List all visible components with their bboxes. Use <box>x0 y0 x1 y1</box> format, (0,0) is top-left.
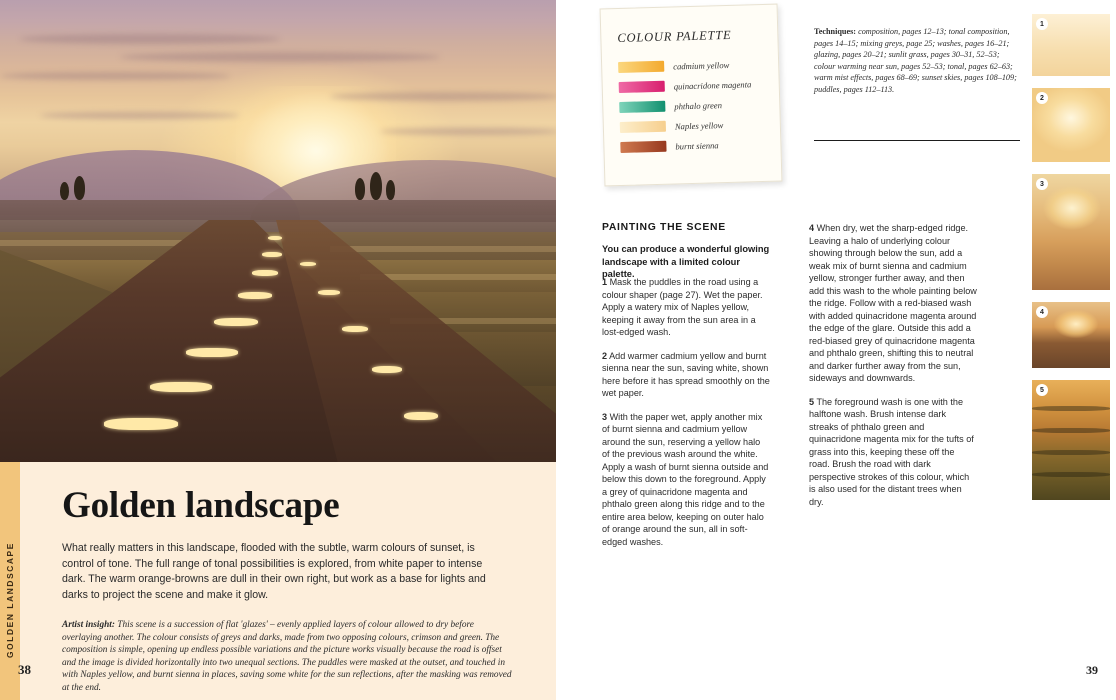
step-thumbnail-number: 3 <box>1036 178 1048 190</box>
swatch-quinacridone-magenta <box>619 81 665 93</box>
steps-column-two <box>809 222 977 519</box>
distant-tree <box>60 182 69 200</box>
left-page <box>0 0 556 700</box>
section-lede: You can produce a wonderful glowing landscape with a limited colour palette. <box>602 244 770 280</box>
step-number: 2 <box>602 350 608 361</box>
distant-tree <box>74 176 85 200</box>
step-number: 5 <box>809 396 815 407</box>
step-paragraph <box>809 396 977 509</box>
road-puddle <box>268 236 282 240</box>
road-puddle <box>342 326 368 332</box>
palette-swatch-row <box>620 138 770 153</box>
palette-swatch-row <box>619 78 769 93</box>
cloud-band <box>40 112 240 119</box>
step-paragraph <box>602 276 770 339</box>
horizontal-rule <box>814 140 1020 141</box>
step-thumbnail <box>1032 14 1110 76</box>
chapter-side-tab <box>0 462 20 700</box>
step-thumbnail-number: 5 <box>1036 384 1048 396</box>
step-paragraph <box>602 350 770 400</box>
swatch-label: Naples yellow <box>674 119 724 131</box>
grass-streak <box>1032 428 1110 433</box>
techniques-label: Techniques: <box>814 27 857 36</box>
artist-insight-label: Artist insight: <box>62 620 115 630</box>
techniques-block <box>814 26 1020 96</box>
cloud-band <box>0 72 230 80</box>
light-strip <box>330 246 556 252</box>
step-thumbnail <box>1032 302 1110 368</box>
step-thumbnail <box>1032 380 1110 500</box>
step-thumbnail-strip <box>1032 14 1110 512</box>
page-number-left: 38 <box>18 662 31 677</box>
swatch-burnt-sienna <box>620 141 666 153</box>
palette-swatch-row <box>618 58 768 73</box>
step-number: 3 <box>602 411 608 422</box>
road-puddle <box>150 382 212 392</box>
cloud-band <box>120 52 440 62</box>
step-thumbnail <box>1032 174 1110 290</box>
swatch-phthalo-green <box>619 101 665 113</box>
palette-swatch-row <box>620 118 770 133</box>
step-number: 1 <box>602 277 608 287</box>
chapter-side-tab-label: GOLDEN LANDSCAPE <box>5 542 15 658</box>
section-heading: PAINTING THE SCENE <box>602 222 726 233</box>
grass-streak <box>1032 406 1110 411</box>
road-puddle <box>300 262 316 266</box>
palette-swatch-row <box>619 98 769 113</box>
artist-insight-text: This scene is a succession of flat 'glazes' – evenly applied layers of colour allowed to dry before overlaying another. The colour consists of greys and darks, made from two opposing colours, crimson and green. The composition is simple, opening up endless possible variations and the picture works visually because the road is offset and the image is divided horizontally into two unequal sections. The puddles were masked at the outset, and touched in with Naples yellow, and burnt sienna in places, saving some white for the sun reflections, after the masking was removed at the end. <box>62 620 512 693</box>
swatch-label: quinacridone magenta <box>673 78 752 91</box>
cloud-band <box>380 128 556 135</box>
road-puddle <box>404 412 438 420</box>
swatch-label: cadmium yellow <box>673 59 730 71</box>
distant-tree <box>386 180 395 200</box>
step-text: Mask the puddles in the road using a colour shaper (page 27). Wet the paper. Apply a watery mix of Naples yellow, keeping it away from the sun area in a lost-edged wash. <box>602 277 763 337</box>
step-paragraph <box>809 222 977 385</box>
step-text: When dry, wet the sharp-edged ridge. Leaving a halo of underlying colour showing through below the sun, add a weak mix of burnt sienna and cadmium yellow, stronger further away, and then add this wash to the whole painting below the ridge. Follow with a red-biased wash with added quinacridone magenta around the edge of the glare. Outside this add a red-biased grey of quinacridone magenta and phthalo green, shifting this to neutral and darker further away from the sun, sideways and downwards. <box>809 223 977 383</box>
techniques-list: composition, pages 12–13; tonal composition, pages 14–15; mixing greys, page 25; washes, pages 16–21; glazing, pages 20–21; sunlit grass, pages 30–31, 52–53; colour warming near sun, pages 52–53; tonal, pages 62–63; warm mist effects, pages 68–69; sunset skies, pages 108–109; puddles, pages 112–113. <box>814 27 1017 94</box>
colour-palette-card <box>600 4 783 187</box>
left-page-text-block <box>0 462 556 700</box>
grass-streak <box>1032 472 1110 477</box>
step-number: 4 <box>809 223 815 233</box>
road-puddle <box>262 252 282 257</box>
road-puddle <box>186 348 238 357</box>
artist-insight-paragraph <box>62 619 512 695</box>
step-paragraph <box>602 411 770 549</box>
steps-column-one <box>602 276 770 559</box>
road-puddle <box>214 318 258 326</box>
road-puddle <box>318 290 340 295</box>
road-puddle <box>104 418 178 430</box>
step-thumbnail-number: 1 <box>1036 18 1048 30</box>
step-thumbnail <box>1032 88 1110 162</box>
cloud-band <box>330 92 556 101</box>
step-thumbnail-number: 2 <box>1036 92 1048 104</box>
road-puddle <box>238 292 272 299</box>
swatch-label: phthalo green <box>674 99 723 111</box>
road-puddle <box>372 366 402 373</box>
right-page <box>556 0 1116 700</box>
techniques-text <box>814 26 1020 96</box>
page-number-right: 39 <box>1086 663 1098 677</box>
colour-palette-title: COLOUR PALETTE <box>617 27 732 46</box>
step-text: Add warmer cadmium yellow and burnt sienna near the sun, saving white, shown here before it has spread smoothly on the wet paper. <box>602 350 770 398</box>
distant-tree <box>355 178 365 200</box>
swatch-naples-yellow <box>620 121 666 133</box>
road-puddle <box>252 270 278 276</box>
step-text: With the paper wet, apply another mix of burnt sienna and cadmium yellow around the sun, reserving a yellow halo of the previous wash around the white. Apply a wash of burnt sienna outside and below this down to the foreground. Apply a grey of quinacridone magenta and phthalo green along this ridge and to the entire area below, keeping on outer halo of orange around the sun, all in soft-edged washes. <box>602 411 769 547</box>
swatch-label: burnt sienna <box>675 139 719 151</box>
intro-paragraph: What really matters in this landscape, flooded with the subtle, warm colours of sunset, is control of tone. The full range of tonal possibilities is explored, from white paper to intense dark. The warm orange-browns are dull in their own right, but work as a base for lights and darks to project the scene and make it glow. <box>62 542 486 601</box>
golden-landscape-painting <box>0 0 556 462</box>
step-text: The foreground wash is one with the halftone wash. Brush intense dark streaks of phthalo green and quinacridone magenta mix for the tufts of grass into this, keeping these off the road. Brush the road with dark perspective strokes of this colour, which is also used for the distant trees when dry. <box>809 396 974 507</box>
grass-streak <box>1032 450 1110 455</box>
cloud-band <box>20 34 280 44</box>
page-title: Golden landscape <box>62 485 340 526</box>
step-thumbnail-number: 4 <box>1036 306 1048 318</box>
distant-tree <box>370 172 382 200</box>
swatch-cadmium-yellow <box>618 61 664 73</box>
